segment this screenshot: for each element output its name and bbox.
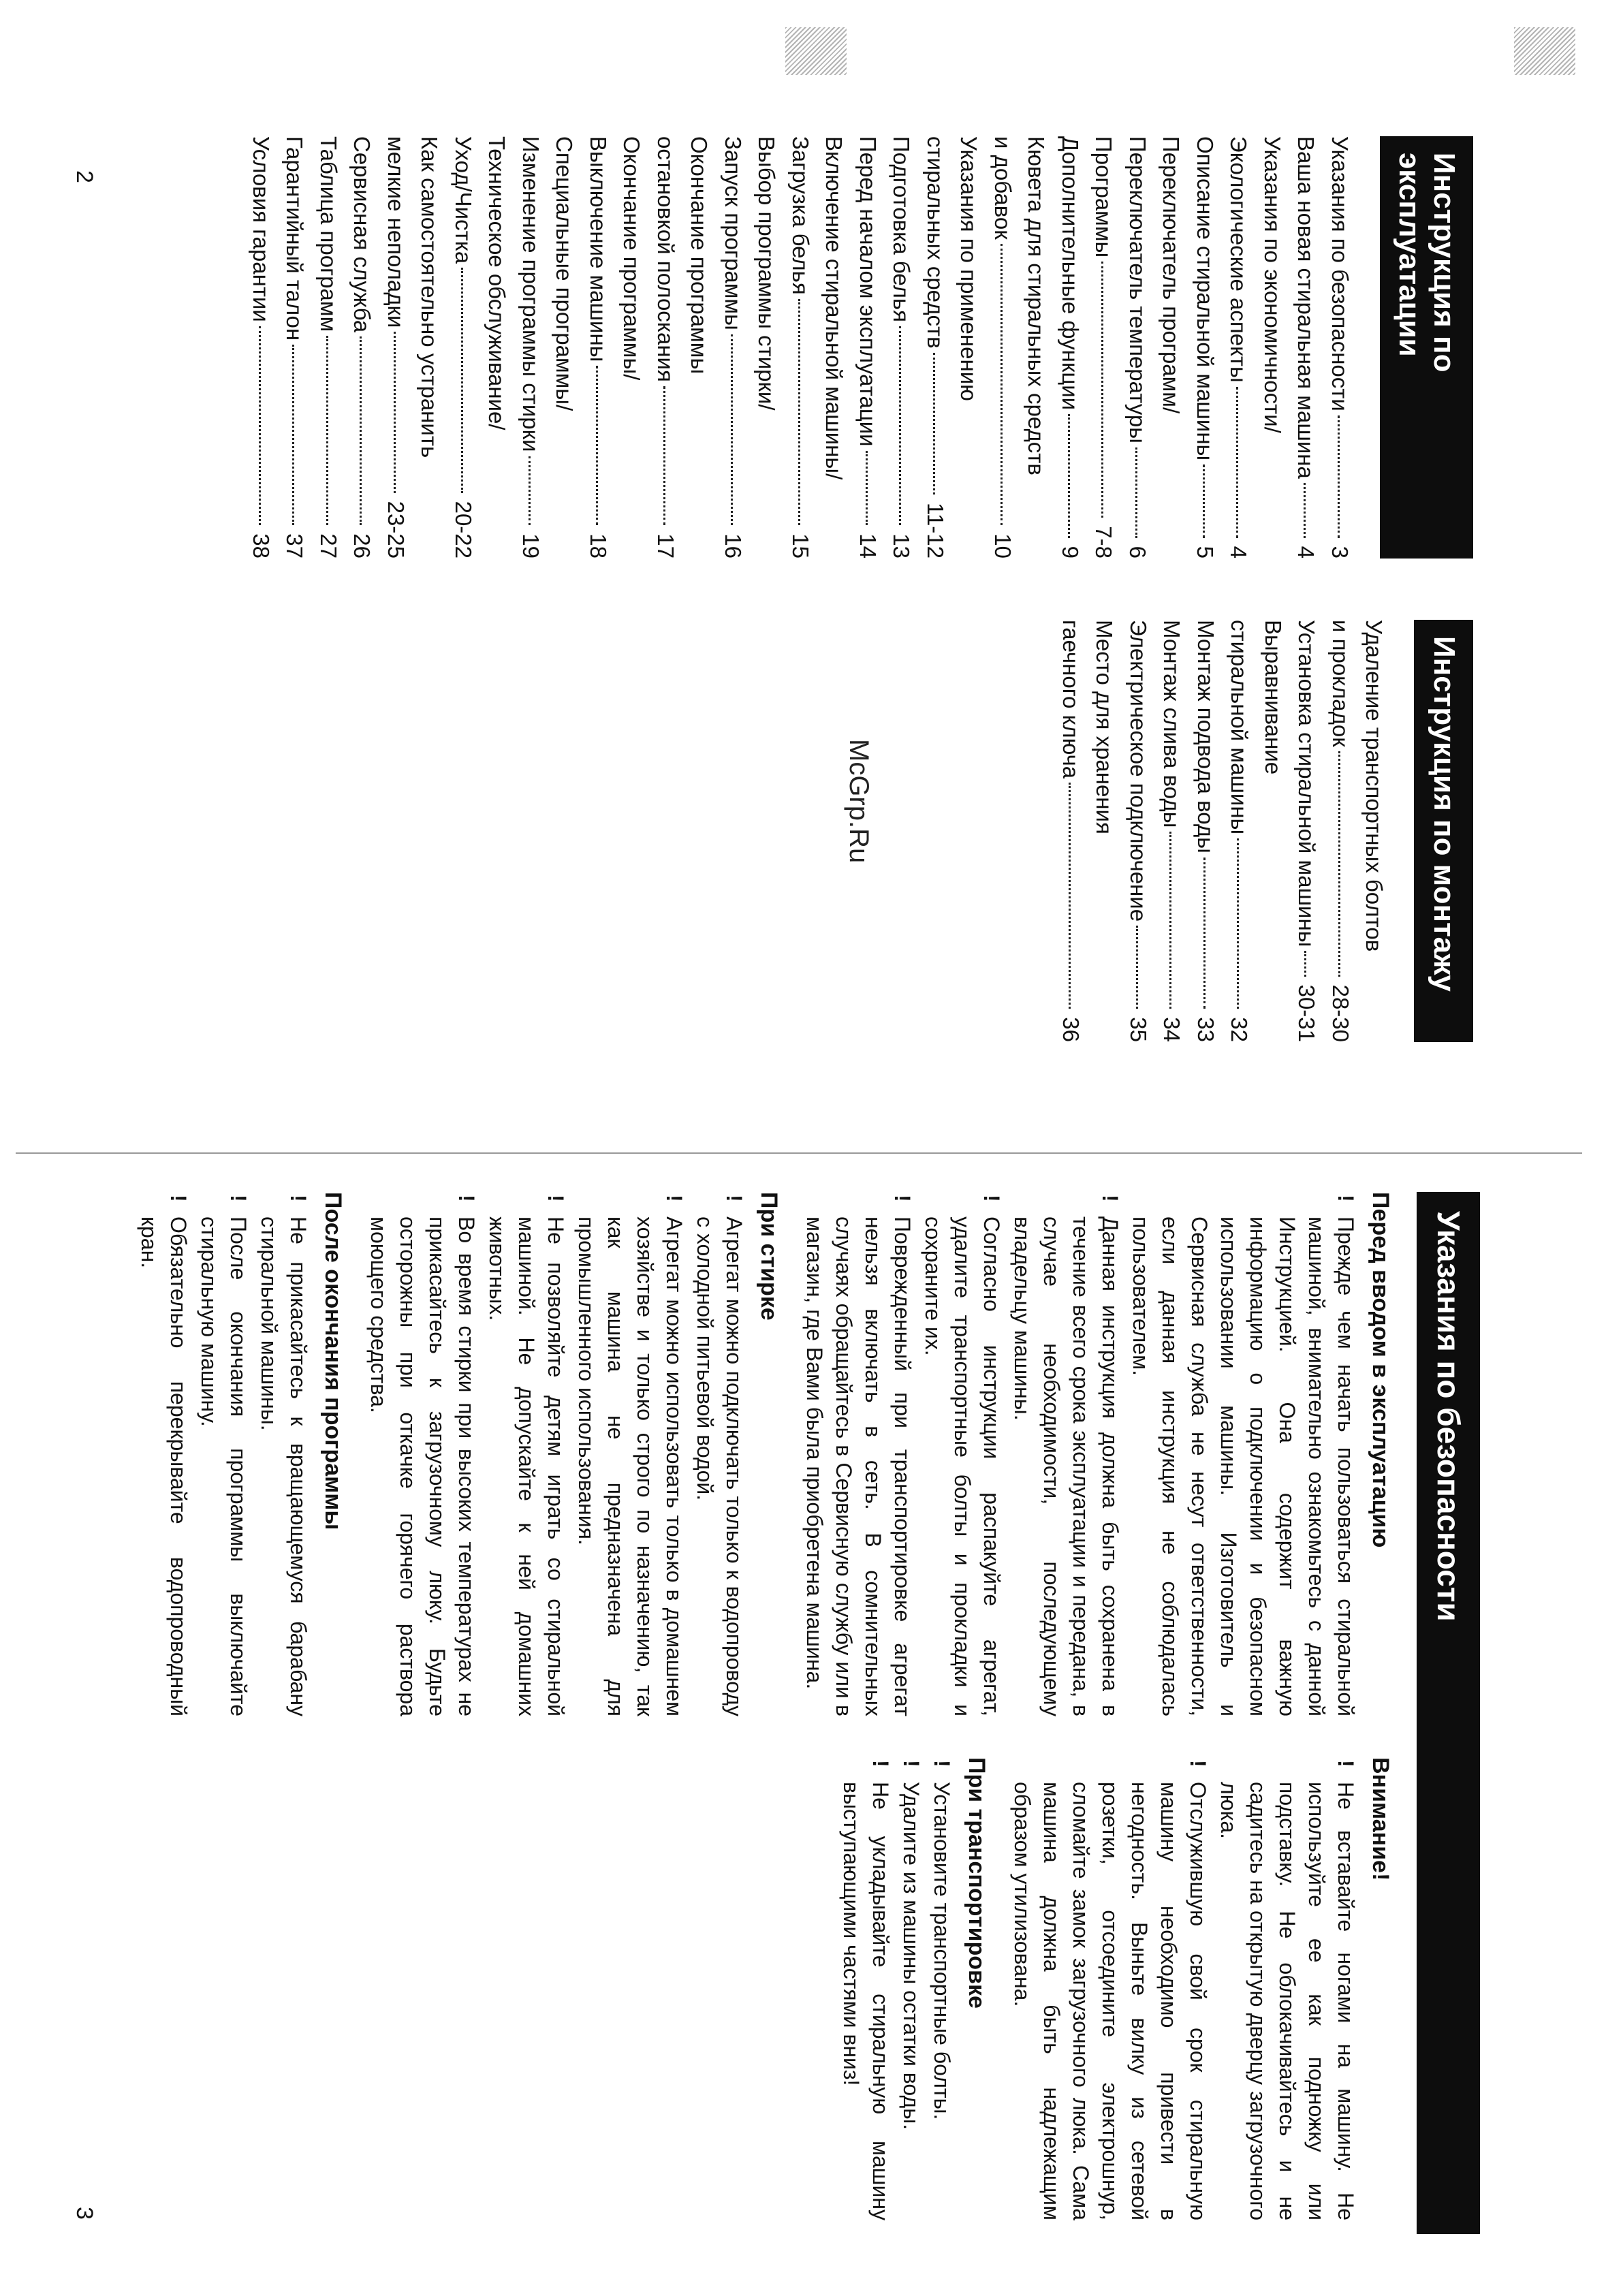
note-item: ! Удалите из машины остатки воды. xyxy=(896,1757,926,2220)
toc-item[interactable]: Монтаж подвода воды 33 xyxy=(1193,620,1218,1042)
installation-title: Инструкция по монтажу xyxy=(1414,620,1473,1042)
note-item: ! Согласно инструкции распакуйте агрегат, удалите транспортные болты и прокладки и сохраните их. xyxy=(918,1192,1006,1716)
toc-item[interactable]: Место для хранения xyxy=(1092,620,1118,834)
toc-item[interactable]: Уход/Чистка 20-22 xyxy=(450,136,476,559)
note-item: ! Данная инструкция должна быть сохранена в течение всего срока эксплуатации и передана, в случае необходимости, последующему владельцу машины. xyxy=(1007,1192,1124,1716)
toc-item[interactable]: Специальные программы/ xyxy=(552,136,578,411)
page-number-left: 2 xyxy=(72,170,97,183)
safety-column-left xyxy=(133,1192,1393,1716)
attention-heading: Внимание! xyxy=(1368,1757,1394,1881)
note-item: ! После окончания программы выключайте стиральную машину. xyxy=(194,1192,253,1716)
toc-item[interactable]: Гарантийный талон 37 xyxy=(282,136,308,559)
toc-item[interactable]: и добавок 10 xyxy=(990,136,1015,559)
toc-item[interactable]: гаечного ключа 36 xyxy=(1058,620,1084,1042)
operating-list xyxy=(244,136,1357,559)
toc-item[interactable]: Указания по экономичности/ xyxy=(1259,136,1285,433)
toc-item[interactable]: Программы 7-8 xyxy=(1091,136,1117,559)
toc-item[interactable]: Описание стиральной машины 5 xyxy=(1192,136,1218,559)
operating-toc xyxy=(244,136,1473,559)
toc-item[interactable]: Изменение программы стирки 19 xyxy=(518,136,543,559)
toc-item[interactable]: Перед началом эксплуатации 14 xyxy=(855,136,881,559)
toc-item[interactable]: Запуск программы 16 xyxy=(720,136,746,559)
operating-title: Инструкция по эксплуатации xyxy=(1380,136,1473,559)
toc-item[interactable]: Как самостоятельно устранить xyxy=(417,136,443,458)
toc-item[interactable]: Указания по безопасности 3 xyxy=(1327,136,1353,559)
note-item: ! Установите транспортные болты. xyxy=(927,1757,956,2220)
note-item: ! Прежде чем начать пользоваться стиральной машиной, внимательно ознакомьтесь с данной Инструкцией. Она содержит важную информацию о подключении и безопасном использовании машины. Изготовитель и Сервисная служба не несут ответственности, если данная инструкция не соблюдалась пользователем. xyxy=(1126,1192,1360,1716)
toc-item[interactable]: мелкие неполадки 23-25 xyxy=(383,136,409,559)
note-item: ! Обязательно перекрывайте водопроводный кран. xyxy=(134,1192,193,1716)
note-item: ! Агрегат можно использовать только в домашнем хозяйстве и только строго по назначению, так как машина не предназначена для промышленного использования. xyxy=(571,1192,689,1716)
page-fold xyxy=(16,1152,1582,1154)
safety-column-right xyxy=(133,1757,1393,2220)
page-number-right: 3 xyxy=(72,2207,97,2220)
toc-item[interactable]: Выравнивание xyxy=(1260,620,1286,775)
toc-item[interactable]: Выбор программы стирки/ xyxy=(754,136,780,411)
toc-item[interactable]: Монтаж слива воды 34 xyxy=(1159,620,1185,1042)
after-program-list xyxy=(134,1192,313,1716)
after-program-heading: После окончания программы xyxy=(320,1192,347,1530)
toc-item[interactable]: Окончание программы/ xyxy=(619,136,645,381)
note-item: ! Не вставайте ногами на машину. Не используйте ее как подножку или подставку. Не облокачивайтесь и не садитесь на открытую дверцу загрузочного люка. xyxy=(1214,1757,1360,2220)
toc-item[interactable]: стиральных средств 11-12 xyxy=(922,136,948,559)
page-right xyxy=(0,1158,1623,2296)
transport-list xyxy=(836,1757,956,2220)
toc-item[interactable]: Подготовка белья 13 xyxy=(889,136,915,559)
toc-item[interactable]: Установка стиральной машины 30-31 xyxy=(1294,620,1320,1042)
washing-list xyxy=(364,1192,749,1716)
toc-item[interactable]: и прокладок 28-30 xyxy=(1327,620,1353,1042)
watermark: McGrp.Ru xyxy=(844,739,874,864)
toc-item[interactable]: Выключение машины 18 xyxy=(585,136,611,559)
toc-item[interactable]: Включение стиральной машины/ xyxy=(821,136,847,480)
before-use-list xyxy=(800,1192,1360,1716)
toc-item[interactable]: остановкой полоскания 17 xyxy=(652,136,678,559)
toc-item[interactable]: стиральной машины 32 xyxy=(1227,620,1252,1042)
toc-item[interactable]: Переключатель температуры 6 xyxy=(1124,136,1150,559)
toc-item[interactable]: Окончание программы xyxy=(687,136,712,375)
toc-item[interactable]: Сервисная служба 26 xyxy=(349,136,375,559)
before-use-heading: Перед вводом в эксплуатацию xyxy=(1368,1192,1394,1548)
toc-item[interactable]: Указания по применению xyxy=(956,136,982,401)
transport-heading: При транспортировке xyxy=(964,1757,990,2009)
note-item: ! Во время стирки при высоких температурах не прикасайтесь к загрузочному люку. Будьте осторожны при откачке горячего раствора моющего средства. xyxy=(364,1192,481,1716)
installation-list xyxy=(1054,620,1391,1042)
installation-toc xyxy=(1054,620,1473,1042)
note-item: ! Не прикасайтесь к вращающемуся барабану стиральной машины. xyxy=(254,1192,313,1716)
note-item: ! Не позволяйте детям играть со стиральной машиной. Не допускайте к ней домашних животных. xyxy=(482,1192,570,1716)
toc-item[interactable]: Экологические аспекты 4 xyxy=(1226,136,1252,559)
toc-item[interactable]: Удаление транспортных болтов xyxy=(1361,620,1387,952)
note-item: ! Агрегат можно подключать только к водопроводу с холодной питьевой водой. xyxy=(690,1192,749,1716)
safety-title: Указания по безопасности xyxy=(1417,1192,1480,2234)
toc-item[interactable]: Таблица программ 27 xyxy=(315,136,341,559)
safety-section xyxy=(133,1192,1480,2234)
toc-item[interactable]: Переключатель программ/ xyxy=(1159,136,1184,414)
toc-item[interactable]: Электрическое подключение 35 xyxy=(1125,620,1151,1042)
toc-item[interactable]: Кювета для стиральных средств xyxy=(1024,136,1050,475)
note-item: ! Отслужившую свой срок стиральную машину необходимо привести в негодность. Выньте вилку из сетевой розетки, отсоедините электрошнур, сломайте замок загрузочного люка. Сама машина должна быть надлежащим образом утилизована. xyxy=(1007,1757,1212,2220)
toc-item[interactable]: Техническое обслуживание/ xyxy=(484,136,510,430)
note-item: ! Не укладывайте стиральную машину выступающими частями вниз! xyxy=(836,1757,895,2220)
attention-list xyxy=(1007,1757,1360,2220)
note-item: ! Поврежденный при транспортировке агрегат нельзя включать в сеть. В сомнительных случаях обращайтесь в Сервисную службу или в магазин, где Вами была приобретена машина. xyxy=(800,1192,917,1716)
toc-item[interactable]: Ваша новая стиральная машина 4 xyxy=(1293,136,1319,559)
toc-item[interactable]: Условия гарантии 38 xyxy=(248,136,274,559)
toc-item[interactable]: Загрузка белья 15 xyxy=(787,136,813,559)
toc-item[interactable]: Дополнительные функции 9 xyxy=(1057,136,1083,559)
washing-heading: При стирке xyxy=(756,1192,783,1321)
